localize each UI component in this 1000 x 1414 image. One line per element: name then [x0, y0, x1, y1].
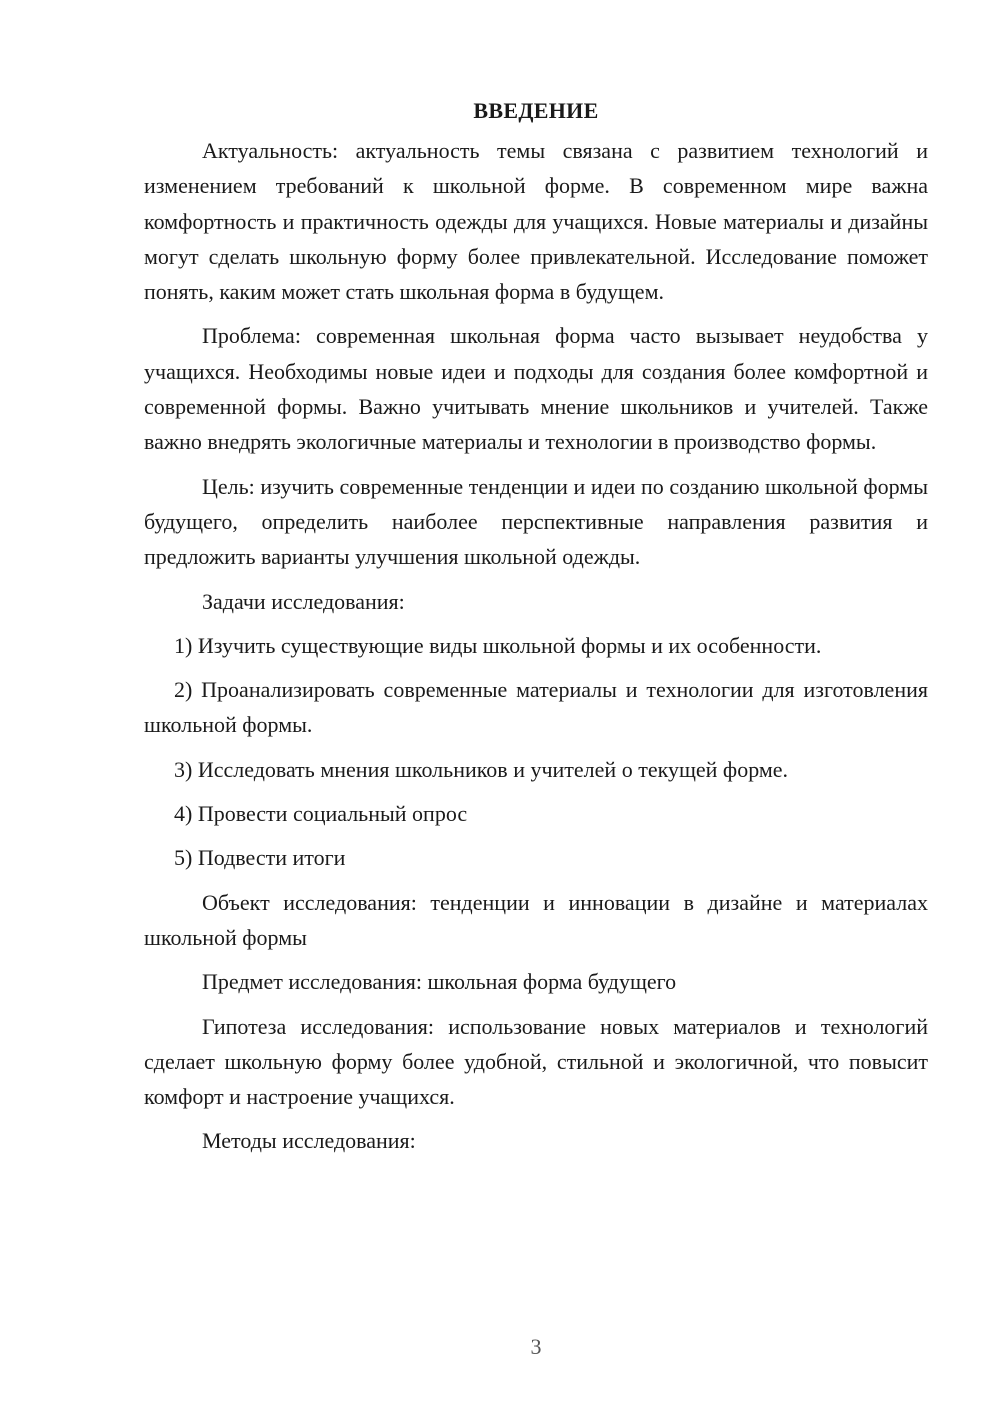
task-item-5: 5) Подвести итоги	[174, 845, 346, 871]
task-item-2: 2) Проанализировать современные материалы и технологии для изготовления школьной формы.	[144, 677, 928, 738]
paragraph-object: Объект исследования: тенденции и инновации в дизайне и материалах школьной формы	[144, 889, 928, 950]
paragraph-relevance: Актуальность: актуальность темы связана с развитием технологий и изменением требований к школьной форме. В современном мире важна комфортность и практичность одежды для учащихся. Новые материалы и дизайны могут сделать школьную форму более привлекательной. Исследование поможет понять, каким может стать школьная форма в будущем.	[144, 138, 928, 305]
task-item-4: 4) Провести социальный опрос	[174, 801, 468, 827]
paragraph-subject: Предмет исследования: школьная форма будущего	[202, 969, 677, 995]
page-content	[144, 93, 928, 1168]
paragraph-goal: Цель: изучить современные тенденции и идеи по созданию школьной формы будущего, определить наиболее перспективные направления развития и предложить варианты улучшения школьной одежды.	[144, 473, 928, 570]
paragraph-tasks-heading: Задачи исследования:	[202, 588, 405, 614]
task-item-1: 1) Изучить существующие виды школьной формы и их особенности.	[174, 632, 822, 658]
paragraph-methods: Методы исследования:	[202, 1128, 416, 1154]
page-title: ВВЕДЕНИЕ	[473, 98, 599, 123]
task-item-3: 3) Исследовать мнения школьников и учителей о текущей форме.	[174, 756, 789, 782]
paragraph-problem: Проблема: современная школьная форма часто вызывает неудобства у учащихся. Необходимы новые идеи и подходы для создания более комфортной и современной формы. Важно учитывать мнение школьников и учителей. Также важно внедрять экологичные материалы и технологии в производство формы.	[144, 323, 928, 455]
paragraph-hypothesis: Гипотеза исследования: использование новых материалов и технологий сделает школьную форму более удобной, стильной и экологичной, что повысит комфорт и настроение учащихся.	[144, 1013, 928, 1110]
page-number: 3	[530, 1334, 542, 1359]
